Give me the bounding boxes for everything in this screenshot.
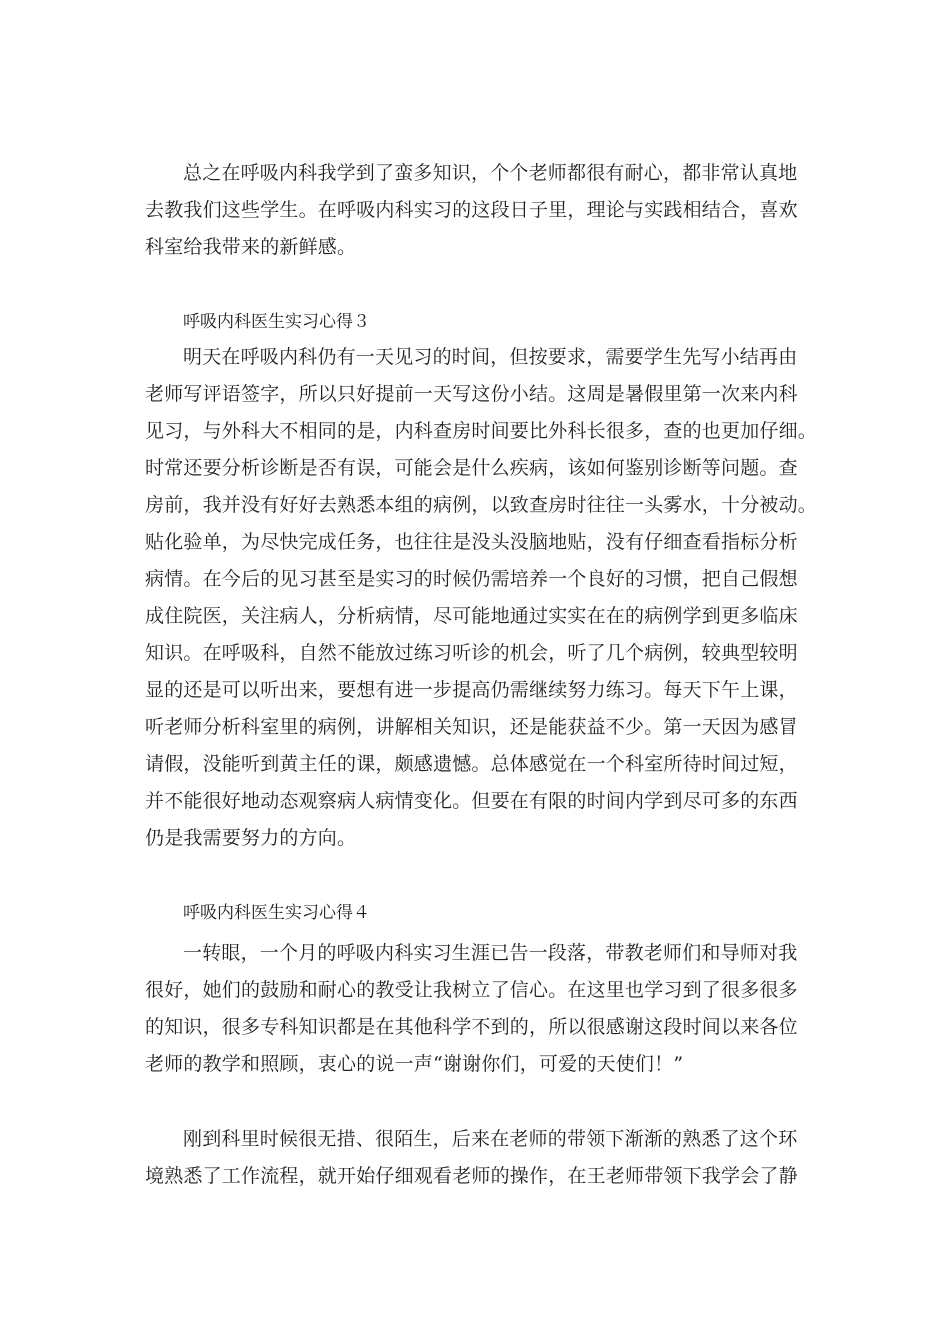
section-heading-3: 呼吸内科医生实习心得３ (183, 312, 370, 332)
paragraph-section-3 (145, 339, 835, 857)
text-line: 老师的教学和照顾，衷心的说一声“谢谢你们，可爱的天使们！” (145, 1053, 684, 1075)
text-line: 刚到科里时候很无措、很陌生，后来在老师的带领下渐渐的熟悉了这个环 (183, 1128, 798, 1150)
text-line: 很好，她们的鼓励和耐心的教受让我树立了信心。在这里也学习到了很多很多 (145, 979, 798, 1001)
text-line: 境熟悉了工作流程，就开始仔细观看老师的操作，在王老师带领下我学会了静 (145, 1165, 798, 1187)
text-line: 成住院医，关注病人，分析病情，尽可能地通过实实在在的病例学到更多临床 (145, 605, 798, 627)
text-line: 明天在呼吸内科仍有一天见习的时间，但按要求，需要学生先写小结再由 (183, 346, 798, 368)
paragraph-continued (145, 1121, 835, 1195)
text-line: 病情。在今后的见习甚至是实习的时候仍需培养一个良好的习惯，把自己假想 (145, 568, 798, 590)
text-line: 一转眼，一个月的呼吸内科实习生涯已告一段落，带教老师们和导师对我 (183, 942, 798, 964)
text-line: 科室给我带来的新鲜感。 (145, 236, 357, 258)
text-line: 的知识，很多专科知识都是在其他科学不到的，所以很感谢这段时间以来各位 (145, 1016, 798, 1038)
text-line: 知识。在呼吸科，自然不能放过练习听诊的机会，听了几个病例，较典型较明 (145, 642, 798, 664)
text-line: 见习，与外科大不相同的是，内科查房时间要比外科长很多，查的也更加仔细。 (145, 420, 818, 442)
text-line: 贴化验单，为尽快完成任务，也往往是没头没脑地贴，没有仔细查看指标分析 (145, 531, 798, 553)
text-line: 听老师分析科室里的病例，讲解相关知识，还是能获益不少。第一天因为感冒 (145, 716, 798, 738)
text-line: 老师写评语签字，所以只好提前一天写这份小结。这周是暑假里第一次来内科 (145, 383, 798, 405)
paragraph-section-4 (145, 935, 835, 1083)
text-line: 总之在呼吸内科我学到了蛮多知识，个个老师都很有耐心，都非常认真地 (183, 162, 798, 184)
section-heading-4: 呼吸内科医生实习心得４ (183, 903, 370, 923)
text-line: 请假，没能听到黄主任的课，颇感遗憾。总体感觉在一个科室所待时间过短， (145, 753, 798, 775)
text-line: 显的还是可以听出来，要想有进一步提高仍需继续努力练习。每天下午上课， (145, 679, 798, 701)
text-line: 时常还要分析诊断是否有误，可能会是什么疾病，该如何鉴别诊断等问题。查 (145, 457, 798, 479)
paragraph-summary (145, 155, 835, 266)
text-line: 并不能很好地动态观察病人病情变化。但要在有限的时间内学到尽可多的东西 (145, 790, 798, 812)
text-line: 去教我们这些学生。在呼吸内科实习的这段日子里，理论与实践相结合，喜欢 (145, 199, 798, 221)
text-line: 房前，我并没有好好去熟悉本组的病例，以致查房时往往一头雾水，十分被动。 (145, 494, 818, 516)
text-line: 仍是我需要努力的方向。 (145, 827, 357, 849)
